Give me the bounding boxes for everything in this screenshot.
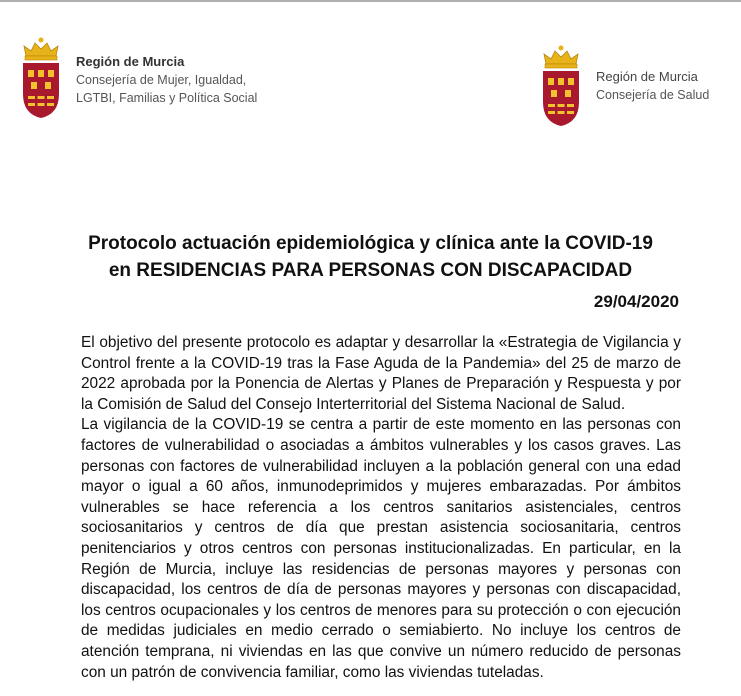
dept-line2-left: LGTBI, Familias y Política Social <box>76 91 258 105</box>
paragraph-objective: El objetivo del presente protocolo es adaptar y desarrollar la «Estrategia de Vigilancia y Control frente a la COVID-19 tras la Fase Aguda de la Pandemia» del 25 de marzo de 2022 aprobada por la Ponencia de Alertas y Planes de Preparación y Respuesta y por la Comisión de Salud del Consejo Interterritorial del Sistema Nacional de Salud. <box>81 334 681 413</box>
title-line1: Protocolo actuación epidemiológica y clínica ante la COVID-19 <box>88 233 653 254</box>
header-logo-right <box>540 44 709 128</box>
region-murcia-crest-icon <box>20 36 62 120</box>
paragraph-surveillance: La vigilancia de la COVID-19 se centra a partir de este momento en las personas con factores de vulnerabilidad o asociadas a ámbitos vulnerables y los casos graves. Las personas con factores de vulnerabilidad incluyen a la población general con una edad mayor o igual a 60 años, inmunodeprimidos y mujeres embarazadas. Por ámbitos vulnerables se hace referencia a los centros sanitarios asistenciales, centros sociosanitarios y centros de día que prestan asistencia sociosanitaria, centros penitenciarios y otros centros con personas institucionalizadas. En particular, en la Región de Murcia, incluye las residencias de personas mayores y personas con discapacidad, los centros de día de personas mayores y personas con discapacidad, los centros ocupacionales y los centros de menores para su protección o con ejecución de medidas judiciales en medio cerrado o semiabierto. No incluye los centros de atención temprana, ni viviendas en las que convive un número reducido de personas con un patrón de convivencia familiar, como las viviendas tuteladas. <box>81 416 681 681</box>
title-line2: en RESIDENCIAS PARA PERSONAS CON DISCAPACIDAD <box>108 260 633 281</box>
header-right-text <box>596 68 709 104</box>
document-body <box>81 333 681 683</box>
dept-line1-right: Consejería de Salud <box>596 88 710 102</box>
region-murcia-crest-icon <box>540 44 582 128</box>
header-left-text <box>76 53 257 107</box>
document-title <box>0 230 741 284</box>
top-border-line <box>0 0 741 2</box>
document-date: 29/04/2020 <box>593 292 679 311</box>
org-name-right: Región de Murcia <box>596 69 698 84</box>
dept-line1-left: Consejería de Mujer, Igualdad, <box>76 73 247 87</box>
org-name-left: Región de Murcia <box>76 54 185 69</box>
header-logo-left <box>20 36 257 120</box>
